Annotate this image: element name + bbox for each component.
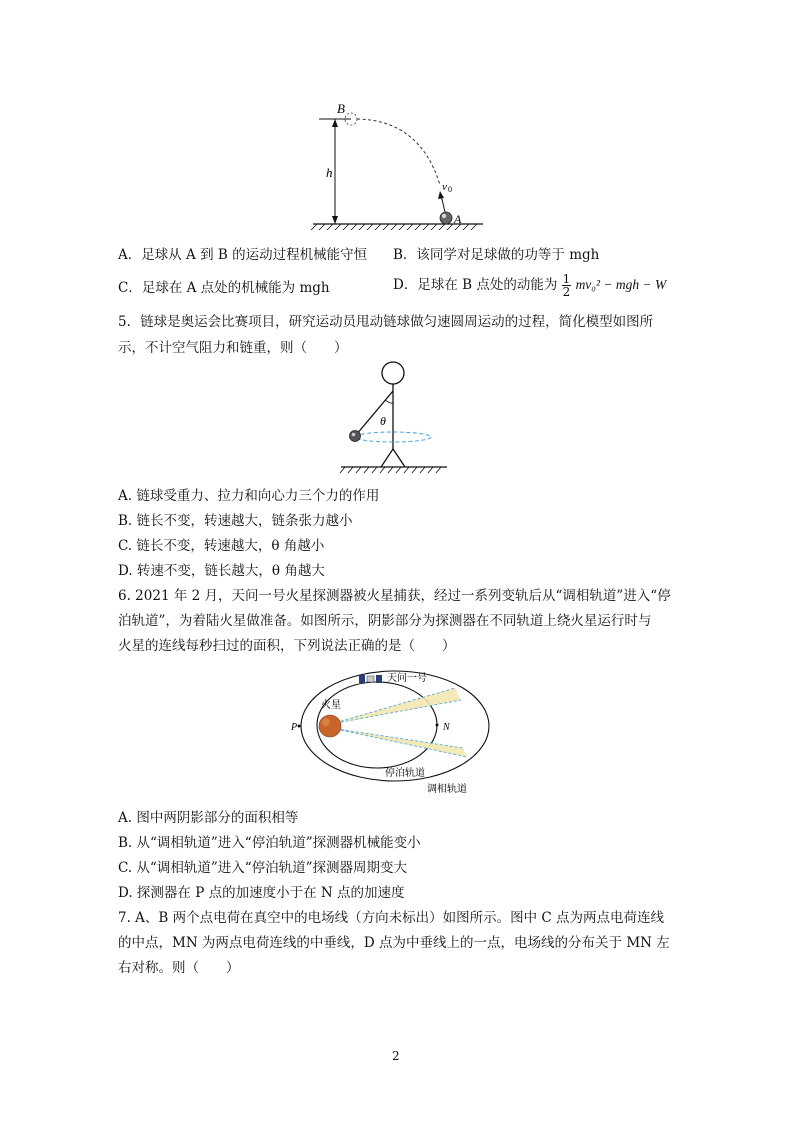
label-probe: 天问一号 <box>387 673 427 684</box>
fraction-denominator: 2 <box>562 285 571 299</box>
page-number: 2 <box>392 1049 400 1063</box>
q5-stem-line1: 5．链球是奥运会比赛项目，研究运动员甩动链球做匀速圆周运动的过程，简化模型如图所 <box>118 314 654 330</box>
q5-option-b: B. 链长不变，转速越大，链条张力越小 <box>118 513 353 529</box>
q5-stem-line2: 示，不计空气阻力和链重，则（ ） <box>118 340 348 356</box>
q6-option-c: C. 从“调相轨道”进入“停泊轨道”探测器周期变大 <box>118 860 408 876</box>
q6-stem-line2: 泊轨道”，为着陆火星做准备。如图所示，阴影部分为探测器在不同轨道上绕火星运行时与 <box>118 613 652 629</box>
fraction <box>562 273 572 298</box>
q4-option-a: A．足球从 A 到 B 的运动过程机械能守恒 <box>118 247 368 263</box>
label-phasing-orbit: 调相轨道 <box>427 784 467 795</box>
q6-stem-line1: 6. 2021 年 2 月，天问一号火星探测器被火星捕获，经过一系列变轨后从“调相轨道”进入“停 <box>118 588 671 604</box>
label-v: v <box>442 181 447 193</box>
label-A: A <box>454 212 462 226</box>
q6-stem-line3: 火星的连线每秒扫过的面积，下列说法正确的是（ ） <box>118 638 456 654</box>
q5-option-d: D. 转速不变，链长越大，θ 角越大 <box>118 563 325 579</box>
label-N: N <box>443 722 450 733</box>
label-P: P <box>291 722 298 733</box>
q4-option-d-prefix: D．足球在 B 点处的动能为 <box>393 277 558 293</box>
label-parking-orbit: 停泊轨道 <box>385 768 425 779</box>
mars-orbit-figure <box>285 664 515 799</box>
label-theta: θ <box>380 414 386 428</box>
q4-option-c: C．足球在 A 点处的机械能为 mgh <box>118 280 330 296</box>
q4-option-b: B．该同学对足球做的功等于 mgh <box>393 247 600 263</box>
q7-stem-line1: 7. A、B 两个点电荷在真空中的电场线（方向未标出）如图所示。图中 C 点为两点电荷连线 <box>118 910 665 926</box>
q6-option-a: A. 图中两阴影部分的面积相等 <box>118 810 299 826</box>
projectile-figure <box>305 95 490 235</box>
q6-option-b: B. 从“调相轨道”进入“停泊轨道”探测器机械能变小 <box>118 835 421 851</box>
q5-option-c: C. 链长不变，转速越大，θ 角越小 <box>118 538 325 554</box>
q4-option-d <box>393 270 666 300</box>
label-h: h <box>326 165 333 180</box>
q6-option-d: D. 探测器在 P 点的加速度小于在 N 点的加速度 <box>118 885 405 901</box>
q4-option-d-expr: mv₀² − mgh − W <box>575 277 667 292</box>
q7-stem-line2: 的中点，MN 为两点电荷连线的中垂线，D 点为中垂线上的一点，电场线的分布关于 MN 左 <box>118 935 670 951</box>
label-B: B <box>337 101 345 116</box>
label-v-sub: 0 <box>448 185 452 194</box>
fraction-numerator: 1 <box>562 272 571 286</box>
q5-option-a: A. 链球受重力、拉力和向心力三个力的作用 <box>118 488 380 504</box>
hammer-throw-figure <box>335 357 455 479</box>
label-mars: 火星 <box>321 700 341 711</box>
q7-stem-line3: 右对称。则（ ） <box>118 960 240 976</box>
